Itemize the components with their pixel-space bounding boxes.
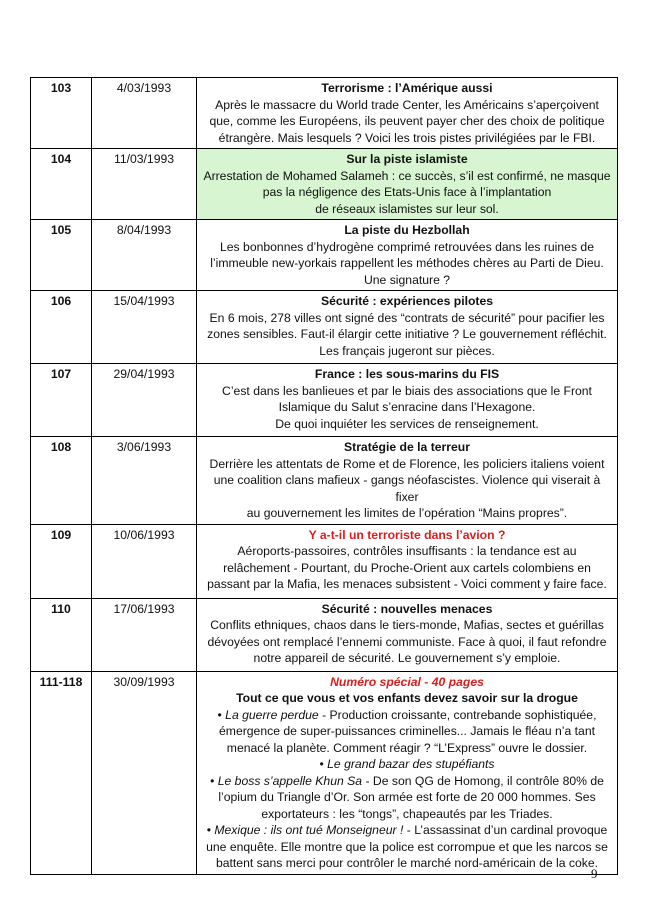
description-line: exportateurs : les “tongs”, chapeautés par les Triades. [261, 806, 553, 821]
article-title: Le grand bazar des stupéfiants [327, 757, 495, 771]
issue-title: Sur la piste islamiste [346, 152, 468, 166]
issue-number: 109 [31, 524, 92, 598]
description-line: au gouvernement les limites de l’opération “Mains propres”. [246, 506, 568, 520]
issue-number: 103 [31, 78, 92, 149]
issue-title: Sécurité : nouvelles menaces [321, 601, 493, 616]
issue-description [197, 220, 618, 291]
issue-date: 17/06/1993 [92, 598, 197, 671]
description-line: En 6 mois, 278 villes ont signé des “contrats de sécurité” pour pacifier les [209, 310, 605, 325]
table-row [31, 437, 618, 525]
description-line: Aéroports-passoires, contrôles insuffisants : la tendance est au [237, 544, 577, 558]
issues-table-body [31, 78, 618, 875]
issue-description [197, 78, 618, 149]
issue-date: 30/09/1993 [92, 671, 197, 874]
article-entry [201, 756, 613, 773]
issue-number: 104 [31, 149, 92, 220]
description-line: une enquête. Elle montre que la police est corrompue et que les narcos se [206, 839, 608, 854]
article-title: La guerre perdue [225, 707, 319, 722]
issue-description [197, 437, 618, 525]
description-line: dévoyées ont remplacé l’ennemi communiste. Face à quoi, il faut refondre [207, 634, 607, 649]
table-row [31, 78, 618, 149]
table-row-special [31, 671, 618, 874]
description-line: menacé la planète. Comment réagir ? “L’Express” ouvre le dossier. [226, 740, 588, 755]
table-row [31, 149, 618, 220]
issue-description [197, 524, 618, 598]
description-line: une coalition clans mafieux - gangs néofascistes. Violence qui viserait à fixer [213, 473, 601, 504]
description-line: De quoi inquiéter les services de renseignement. [275, 416, 539, 431]
description-line: passant par la Mafia, les menaces subsistent - Voici comment y faire face. [207, 577, 607, 591]
issue-date: 8/04/1993 [92, 220, 197, 291]
description-line: Conflits ethniques, chaos dans le tiers-monde, Mafias, sectes et guérillas [210, 618, 604, 632]
article-entry [201, 707, 613, 724]
table-row [31, 524, 618, 598]
description-line: de réseaux islamistes sur leur sol. [315, 201, 499, 216]
article-title: Mexique : ils ont tué Monseigneur ! [214, 823, 404, 837]
issue-title: Terrorisme : l’Amérique aussi [321, 81, 493, 95]
description-line: Islamique du Salut s’enracine dans l’Hexagone. [278, 400, 536, 414]
description-line: C’est dans les banlieues et par le biais des associations que le Front [222, 383, 592, 398]
description-line: Les français jugeront sur pièces. [319, 343, 495, 358]
issue-title: Y a-t-il un terroriste dans l’avion ? [308, 527, 506, 542]
description-line: émergence de super-puissances criminelles... Jamais le fléau n’a tant [219, 724, 595, 738]
issue-number: 108 [31, 437, 92, 525]
issue-number: 111-118 [31, 671, 92, 874]
issue-title: Stratégie de la terreur [344, 440, 470, 454]
article-text: - Production croissante, contrebande sophistiquée, [318, 707, 597, 722]
description-line: notre appareil de sécurité. Le gouvernement s’y emploie. [253, 651, 561, 665]
description-line: zones sensibles. Faut-il élargir cette initiative ? Le gouvernement réfléchit. [207, 327, 607, 341]
description-line: que, comme les Européens, ils peuvent payer cher des choix de politique [209, 114, 605, 128]
bullet-icon: • [217, 707, 226, 722]
issue-title: La piste du Hezbollah [344, 223, 470, 237]
description-line: Après le massacre du World trade Center, les Américains s’aperçoivent [215, 97, 599, 112]
description-line: pas la négligence des Etats-Unis face à l’implantation [262, 185, 552, 199]
issue-description [197, 364, 618, 437]
description-line: relâchement - Pourtant, du Proche-Orient aux cartels colombiens en [223, 560, 591, 575]
issue-date: 3/06/1993 [92, 437, 197, 525]
article-text: - De son QG de Homong, il contrôle 80% de [362, 773, 604, 788]
issue-date: 4/03/1993 [92, 78, 197, 149]
article-title: Le boss s’appelle Khun Sa [217, 773, 363, 788]
description-line: Les bonbonnes d’hydrogène comprimé retrouvées dans les ruines de [220, 239, 594, 254]
article-text: - L’assassinat d’un cardinal provoque [403, 823, 608, 837]
issue-description [197, 671, 618, 874]
issues-table [30, 77, 618, 875]
issue-date: 29/04/1993 [92, 364, 197, 437]
issue-description [197, 291, 618, 364]
issue-date: 10/06/1993 [92, 524, 197, 598]
table-row [31, 364, 618, 437]
description-line: l’immeuble new-yorkais rappellent les méthodes chères au Parti de Dieu. [210, 256, 604, 270]
table-row [31, 598, 618, 671]
issue-title: France : les sous-marins du FIS [314, 367, 500, 381]
issue-date: 11/03/1993 [92, 149, 197, 220]
article-entry [201, 773, 613, 790]
article-entry [201, 822, 613, 839]
description-line: étrangère. Mais lesquels ? Voici les trois pistes privilégiées par le FBI. [218, 130, 596, 145]
issue-number: 105 [31, 220, 92, 291]
description-line: battent sans merci pour contrôler le marché nord-américain de la coke. [215, 856, 599, 870]
issue-number: 110 [31, 598, 92, 671]
issue-description [197, 149, 618, 220]
table-row [31, 291, 618, 364]
issue-date: 15/04/1993 [92, 291, 197, 364]
page-number: 9 [591, 866, 598, 881]
bullet-icon: • [206, 823, 215, 837]
issue-number: 106 [31, 291, 92, 364]
description-line: Arrestation de Mohamed Salameh : ce succès, s’il est confirmé, ne masque [203, 168, 611, 183]
issue-title: Tout ce que vous et vos enfants devez savoir sur la drogue [236, 691, 578, 705]
special-issue-label: Numéro spécial - 40 pages [330, 674, 484, 689]
issue-title: Sécurité : expériences pilotes [320, 294, 494, 308]
description-line: Une signature ? [363, 272, 451, 287]
issue-description [197, 598, 618, 671]
issue-number: 107 [31, 364, 92, 437]
bullet-icon: • [210, 773, 218, 788]
table-row [31, 220, 618, 291]
description-line: Derrière les attentats de Rome et de Florence, les policiers italiens voient [209, 456, 605, 471]
bullet-icon: • [319, 757, 328, 771]
description-line: l’opium du Triangle d’Or. Son armée est forte de 20 000 hommes. Ses [218, 790, 596, 804]
